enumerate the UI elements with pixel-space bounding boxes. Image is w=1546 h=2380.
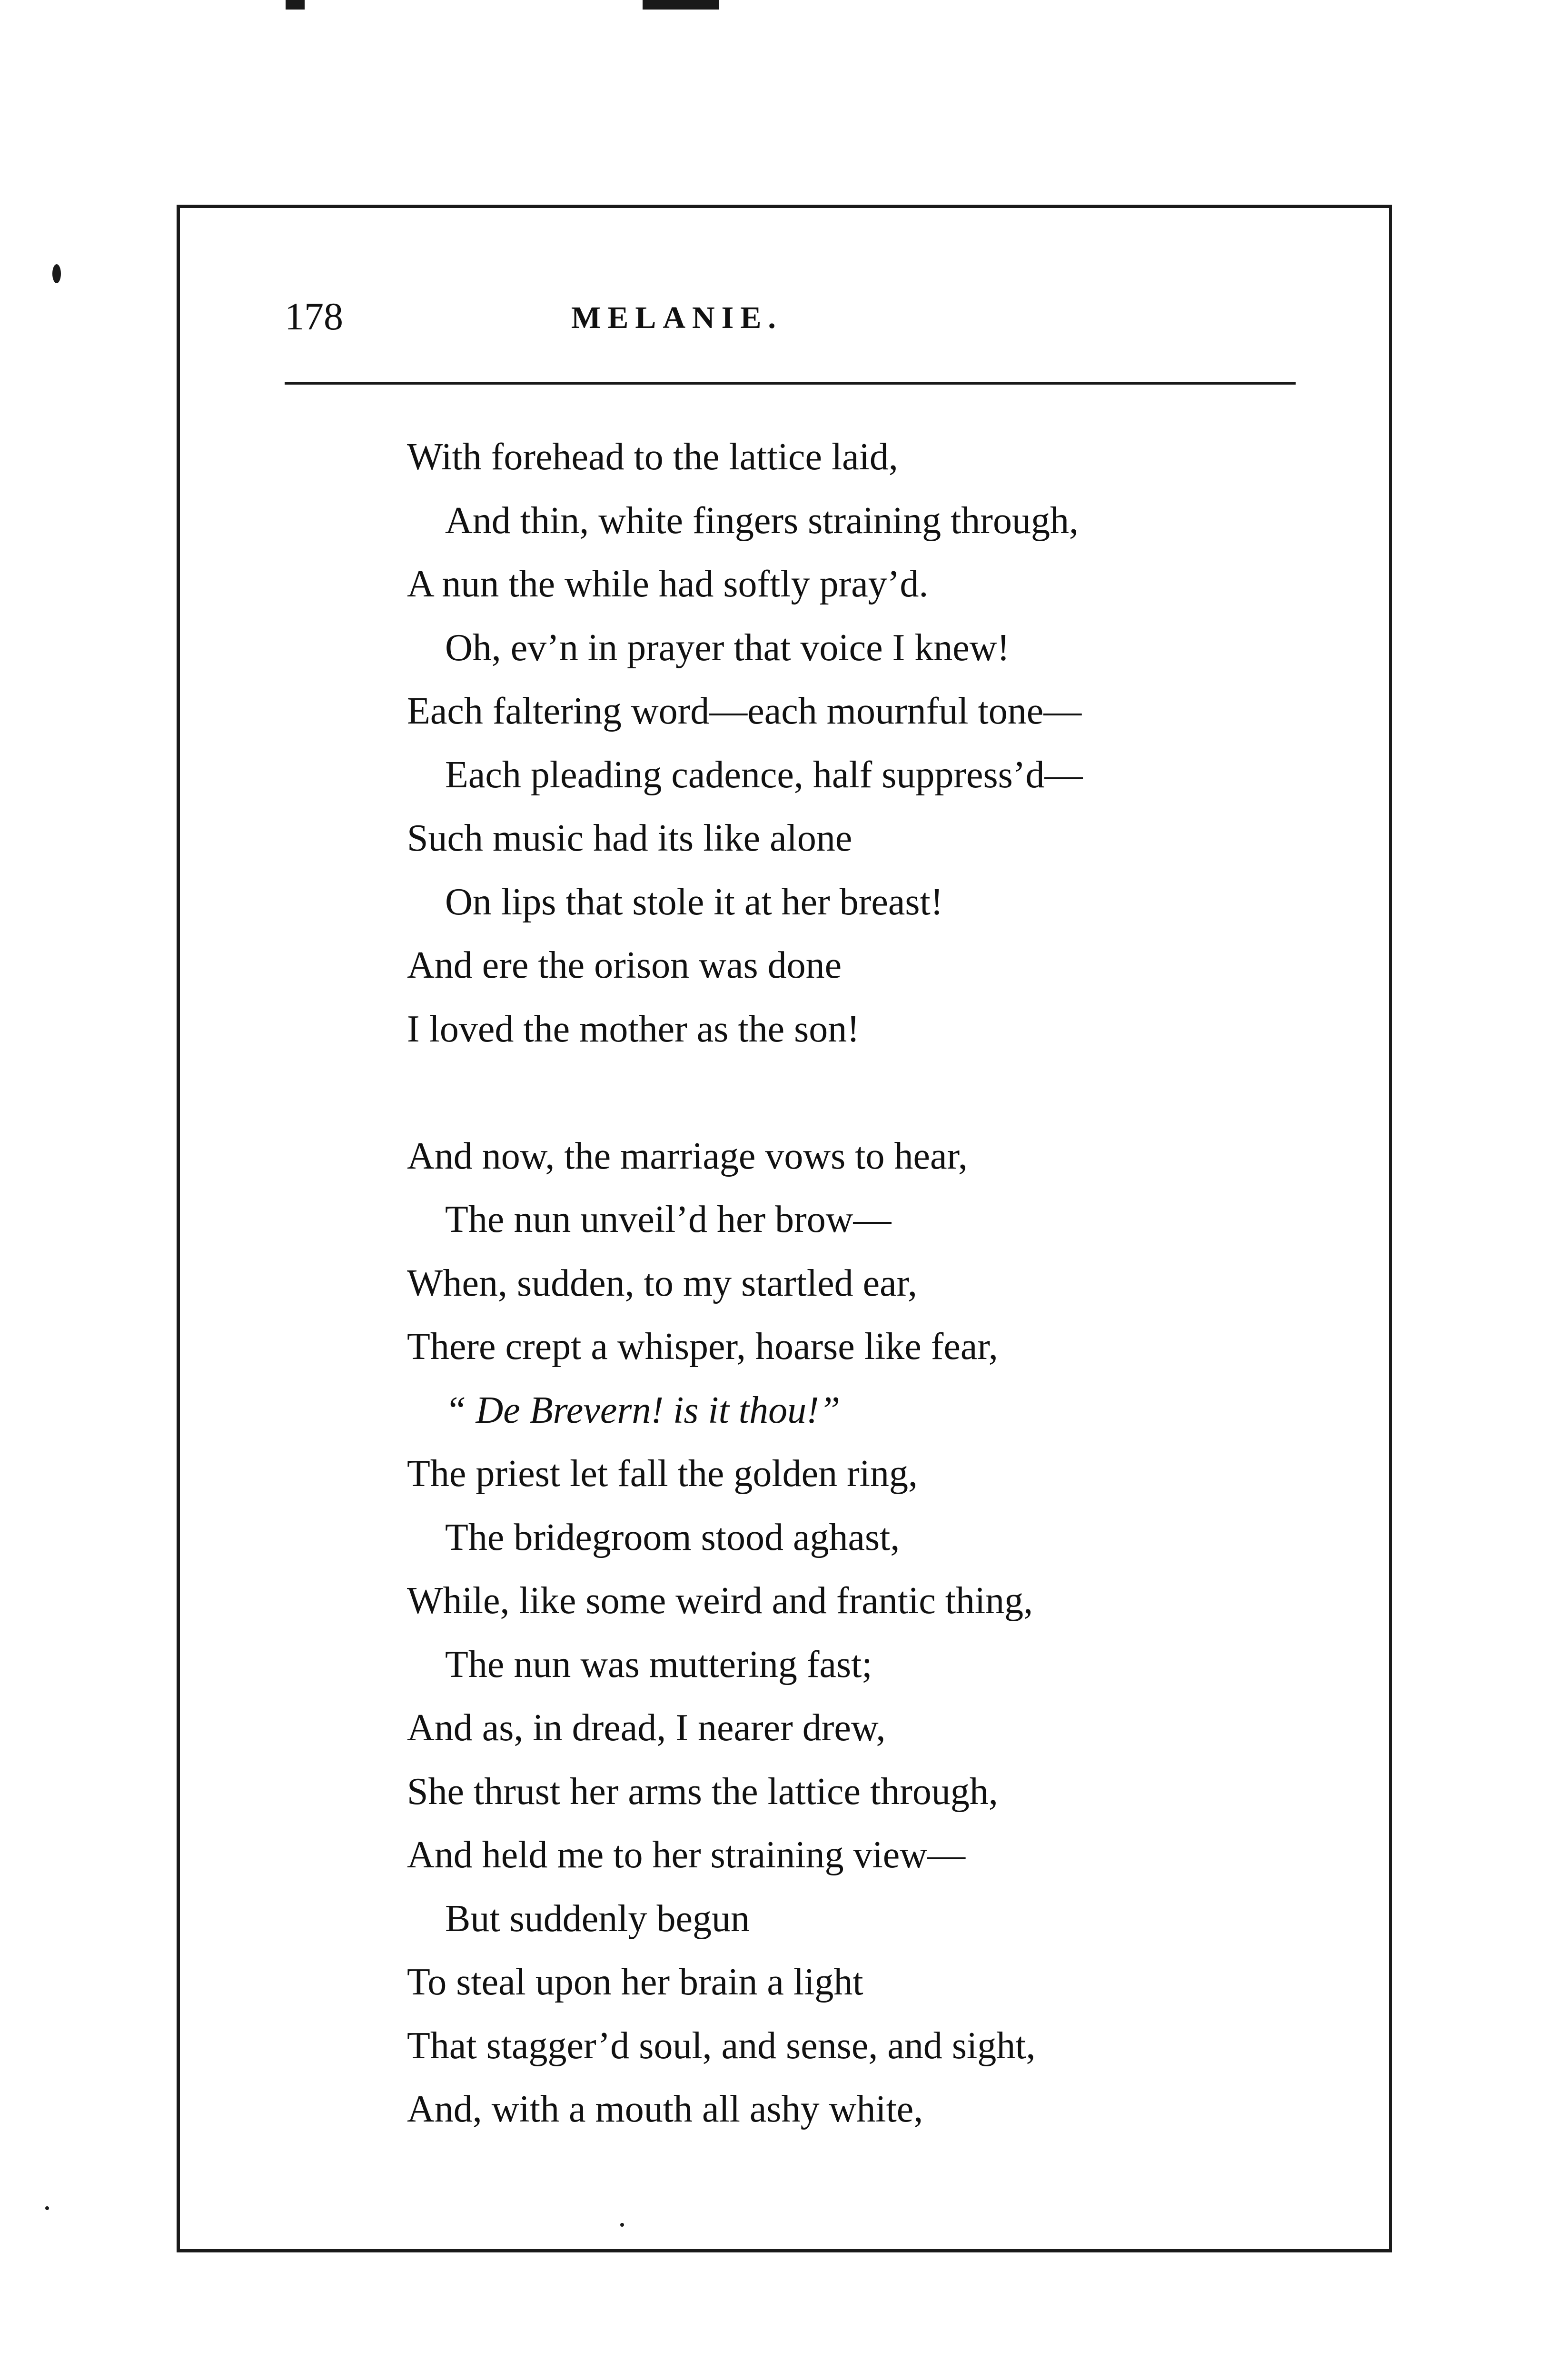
poem-line: The priest let fall the golden ring, xyxy=(407,1453,918,1495)
poem-line: Each faltering word—each mournful tone— xyxy=(407,690,1082,732)
running-title: MELANIE. xyxy=(571,300,783,335)
poem-line: A nun the while had softly pray’d. xyxy=(407,563,929,605)
scan-speck xyxy=(52,264,61,283)
page-number: 178 xyxy=(285,295,343,338)
scan-edge-mark xyxy=(286,0,305,10)
poem-line: I loved the mother as the son! xyxy=(407,1008,860,1050)
poem-line: The nun was muttering fast; xyxy=(445,1644,872,1686)
poem-line: And held me to her straining view— xyxy=(407,1834,966,1876)
poem-line: When, sudden, to my startled ear, xyxy=(407,1262,918,1304)
poem-line: Such music had its like alone xyxy=(407,817,852,859)
poem-line: But suddenly begun xyxy=(445,1898,750,1940)
poem-line: That stagger’d soul, and sense, and sight, xyxy=(407,2025,1036,2067)
poem-line: There crept a whisper, hoarse like fear, xyxy=(407,1326,998,1368)
poem-line: On lips that stole it at her breast! xyxy=(445,881,943,923)
scan-speck xyxy=(45,2206,49,2210)
poem-line: And as, in dread, I nearer drew, xyxy=(407,1707,886,1749)
poem-line: The bridegroom stood aghast, xyxy=(445,1517,900,1558)
scan-speck xyxy=(620,2223,624,2227)
poem-line: The nun unveil’d her brow— xyxy=(445,1199,892,1240)
poem-line: And, with a mouth all ashy white, xyxy=(407,2088,923,2130)
poem-line: And ere the orison was done xyxy=(407,944,842,986)
scan-edge-mark xyxy=(643,0,719,10)
poem-line: “ De Brevern! is it thou!” xyxy=(445,1389,841,1431)
poem-line: With forehead to the lattice laid, xyxy=(407,436,898,478)
poem-line: And thin, white fingers straining through, xyxy=(445,500,1079,542)
header-rule xyxy=(285,382,1296,385)
poem-line: Each pleading cadence, half suppress’d— xyxy=(445,754,1083,796)
poem-line: She thrust her arms the lattice through, xyxy=(407,1771,998,1813)
poem-line: While, like some weird and frantic thing, xyxy=(407,1580,1033,1622)
poem-line: To steal upon her brain a light xyxy=(407,1961,863,2003)
poem-line: Oh, ev’n in prayer that voice I knew! xyxy=(445,627,1010,669)
poem-line: And now, the marriage vows to hear, xyxy=(407,1135,968,1177)
